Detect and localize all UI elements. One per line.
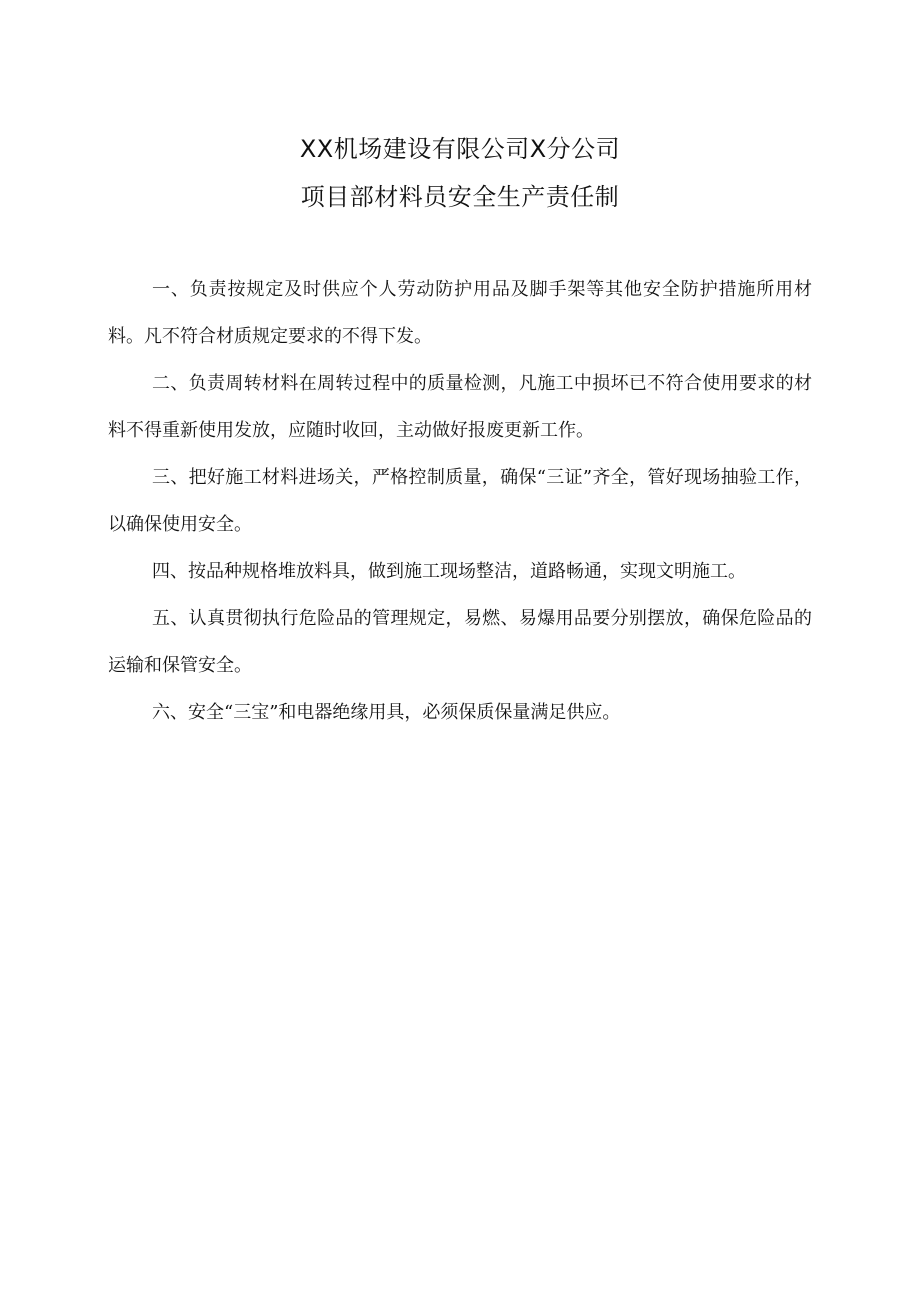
paragraph-3: 三、把好施工材料进场关，严格控制质量，确保“三证”齐全，管好现场抽验工作，以确保使用安全。 <box>108 467 812 535</box>
paragraph-6: 六、安全“三宝”和电器绝缘用具，必须保质保量满足供应。 <box>152 702 621 723</box>
paragraph-4: 四、按品种规格堆放料具，做到施工现场整洁，道路畅通，实现文明施工。 <box>152 561 746 582</box>
document-title <box>0 125 920 221</box>
title-subject: 项目部材料员安全生产责任制 <box>300 183 620 211</box>
title-company: XX机场建设有限公司X分公司 <box>299 135 621 163</box>
paragraph-1: 一、负责按规定及时供应个人劳动防护用品及脚手架等其他安全防护措施所用材料。凡不符合材质规定要求的不得下发。 <box>108 279 812 347</box>
document-body <box>108 266 812 736</box>
paragraph-2: 二、负责周转材料在周转过程中的质量检测，凡施工中损坏已不符合使用要求的材料不得重新使用发放，应随时收回，主动做好报废更新工作。 <box>108 373 812 441</box>
paragraph-5: 五、认真贯彻执行危险品的管理规定，易燃、易爆用品要分别摆放，确保危险品的运输和保管安全。 <box>108 608 812 676</box>
